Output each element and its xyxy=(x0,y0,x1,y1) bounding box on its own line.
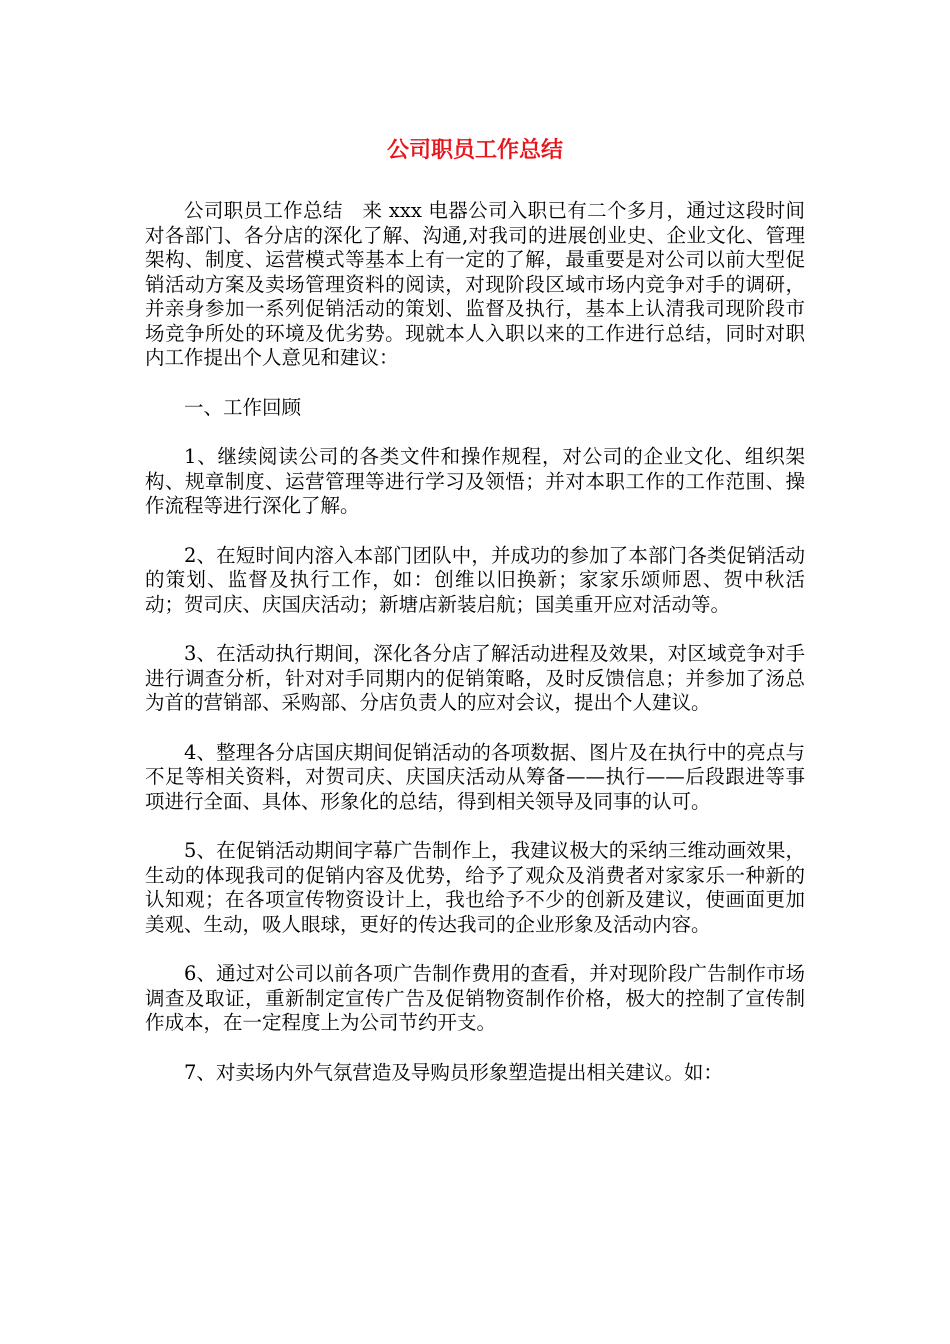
paragraph-item-4: 4、整理各分店国庆期间促销活动的各项数据、图片及在执行中的亮点与不足等相关资料，对贺司庆、庆国庆活动从筹备——执行——后段跟进等事项进行全面、具体、形象化的总结，得到相关领导及同事的认可。 xyxy=(145,740,805,813)
paragraph-item-3: 3、在活动执行期间，深化各分店了解活动进程及效果，对区域竞争对手进行调查分析，针对对手同期内的促销策略，及时反馈信息；并参加了汤总为首的营销部、采购部、分店负责人的应对会议，提出个人建议。 xyxy=(145,642,805,714)
document-title: 公司职员工作总结 xyxy=(386,138,563,163)
paragraph-item-2: 2、在短时间内溶入本部门团队中，并成功的参加了本部门各类促销活动的策划、监督及执行工作，如：创维以旧换新；家家乐颂师恩、贺中秋活动；贺司庆、庆国庆活动；新塘店新装启航；国美重开应对活动等。 xyxy=(145,543,805,616)
paragraph-item-5: 5、在促销活动期间字幕广告制作上，我建议极大的采纳三维动画效果，生动的体现我司的促销内容及优势，给予了观众及消费者对家家乐一种新的认知观；在各项宣传物资设计上，我也给予不少的创新及建议，使画面更加美观、生动，吸人眼球，更好的传达我司的企业形象及活动内容。 xyxy=(145,839,805,936)
document-body xyxy=(145,199,805,1110)
paragraph-intro: 公司职员工作总结 来 xxx 电器公司入职已有二个多月，通过这段时间对各部门、各分店的深化了解、沟通,对我司的进展创业史、企业文化、管理架构、制度、运营模式等基本上有一定的了解，最重要是对公司以前大型促销活动方案及卖场管理资料的阅读，对现阶段区域市场内竞争对手的调研，并亲身参加一系列促销活动的策划、监督及执行，基本上认清我司现阶段市场竞争所处的环境及优劣势。现就本人入职以来的工作进行总结，同时对职内工作提出个人意见和建议： xyxy=(145,199,805,369)
paragraph-item-6: 6、通过对公司以前各项广告制作费用的查看，并对现阶段广告制作市场调查及取证，重新制定宣传广告及促销物资制作价格，极大的控制了宣传制作成本，在一定程度上为公司节约开支。 xyxy=(145,962,805,1034)
section-heading-work-review: 一、工作回顾 xyxy=(184,395,302,419)
paragraph-item-1: 1、继续阅读公司的各类文件和操作规程，对公司的企业文化、组织架构、规章制度、运营管理等进行学习及领悟；并对本职工作的工作范围、操作流程等进行深化了解。 xyxy=(145,445,805,517)
paragraph-item-7: 7、对卖场内外气氛营造及导购员形象塑造提出相关建议。如： xyxy=(184,1060,723,1084)
